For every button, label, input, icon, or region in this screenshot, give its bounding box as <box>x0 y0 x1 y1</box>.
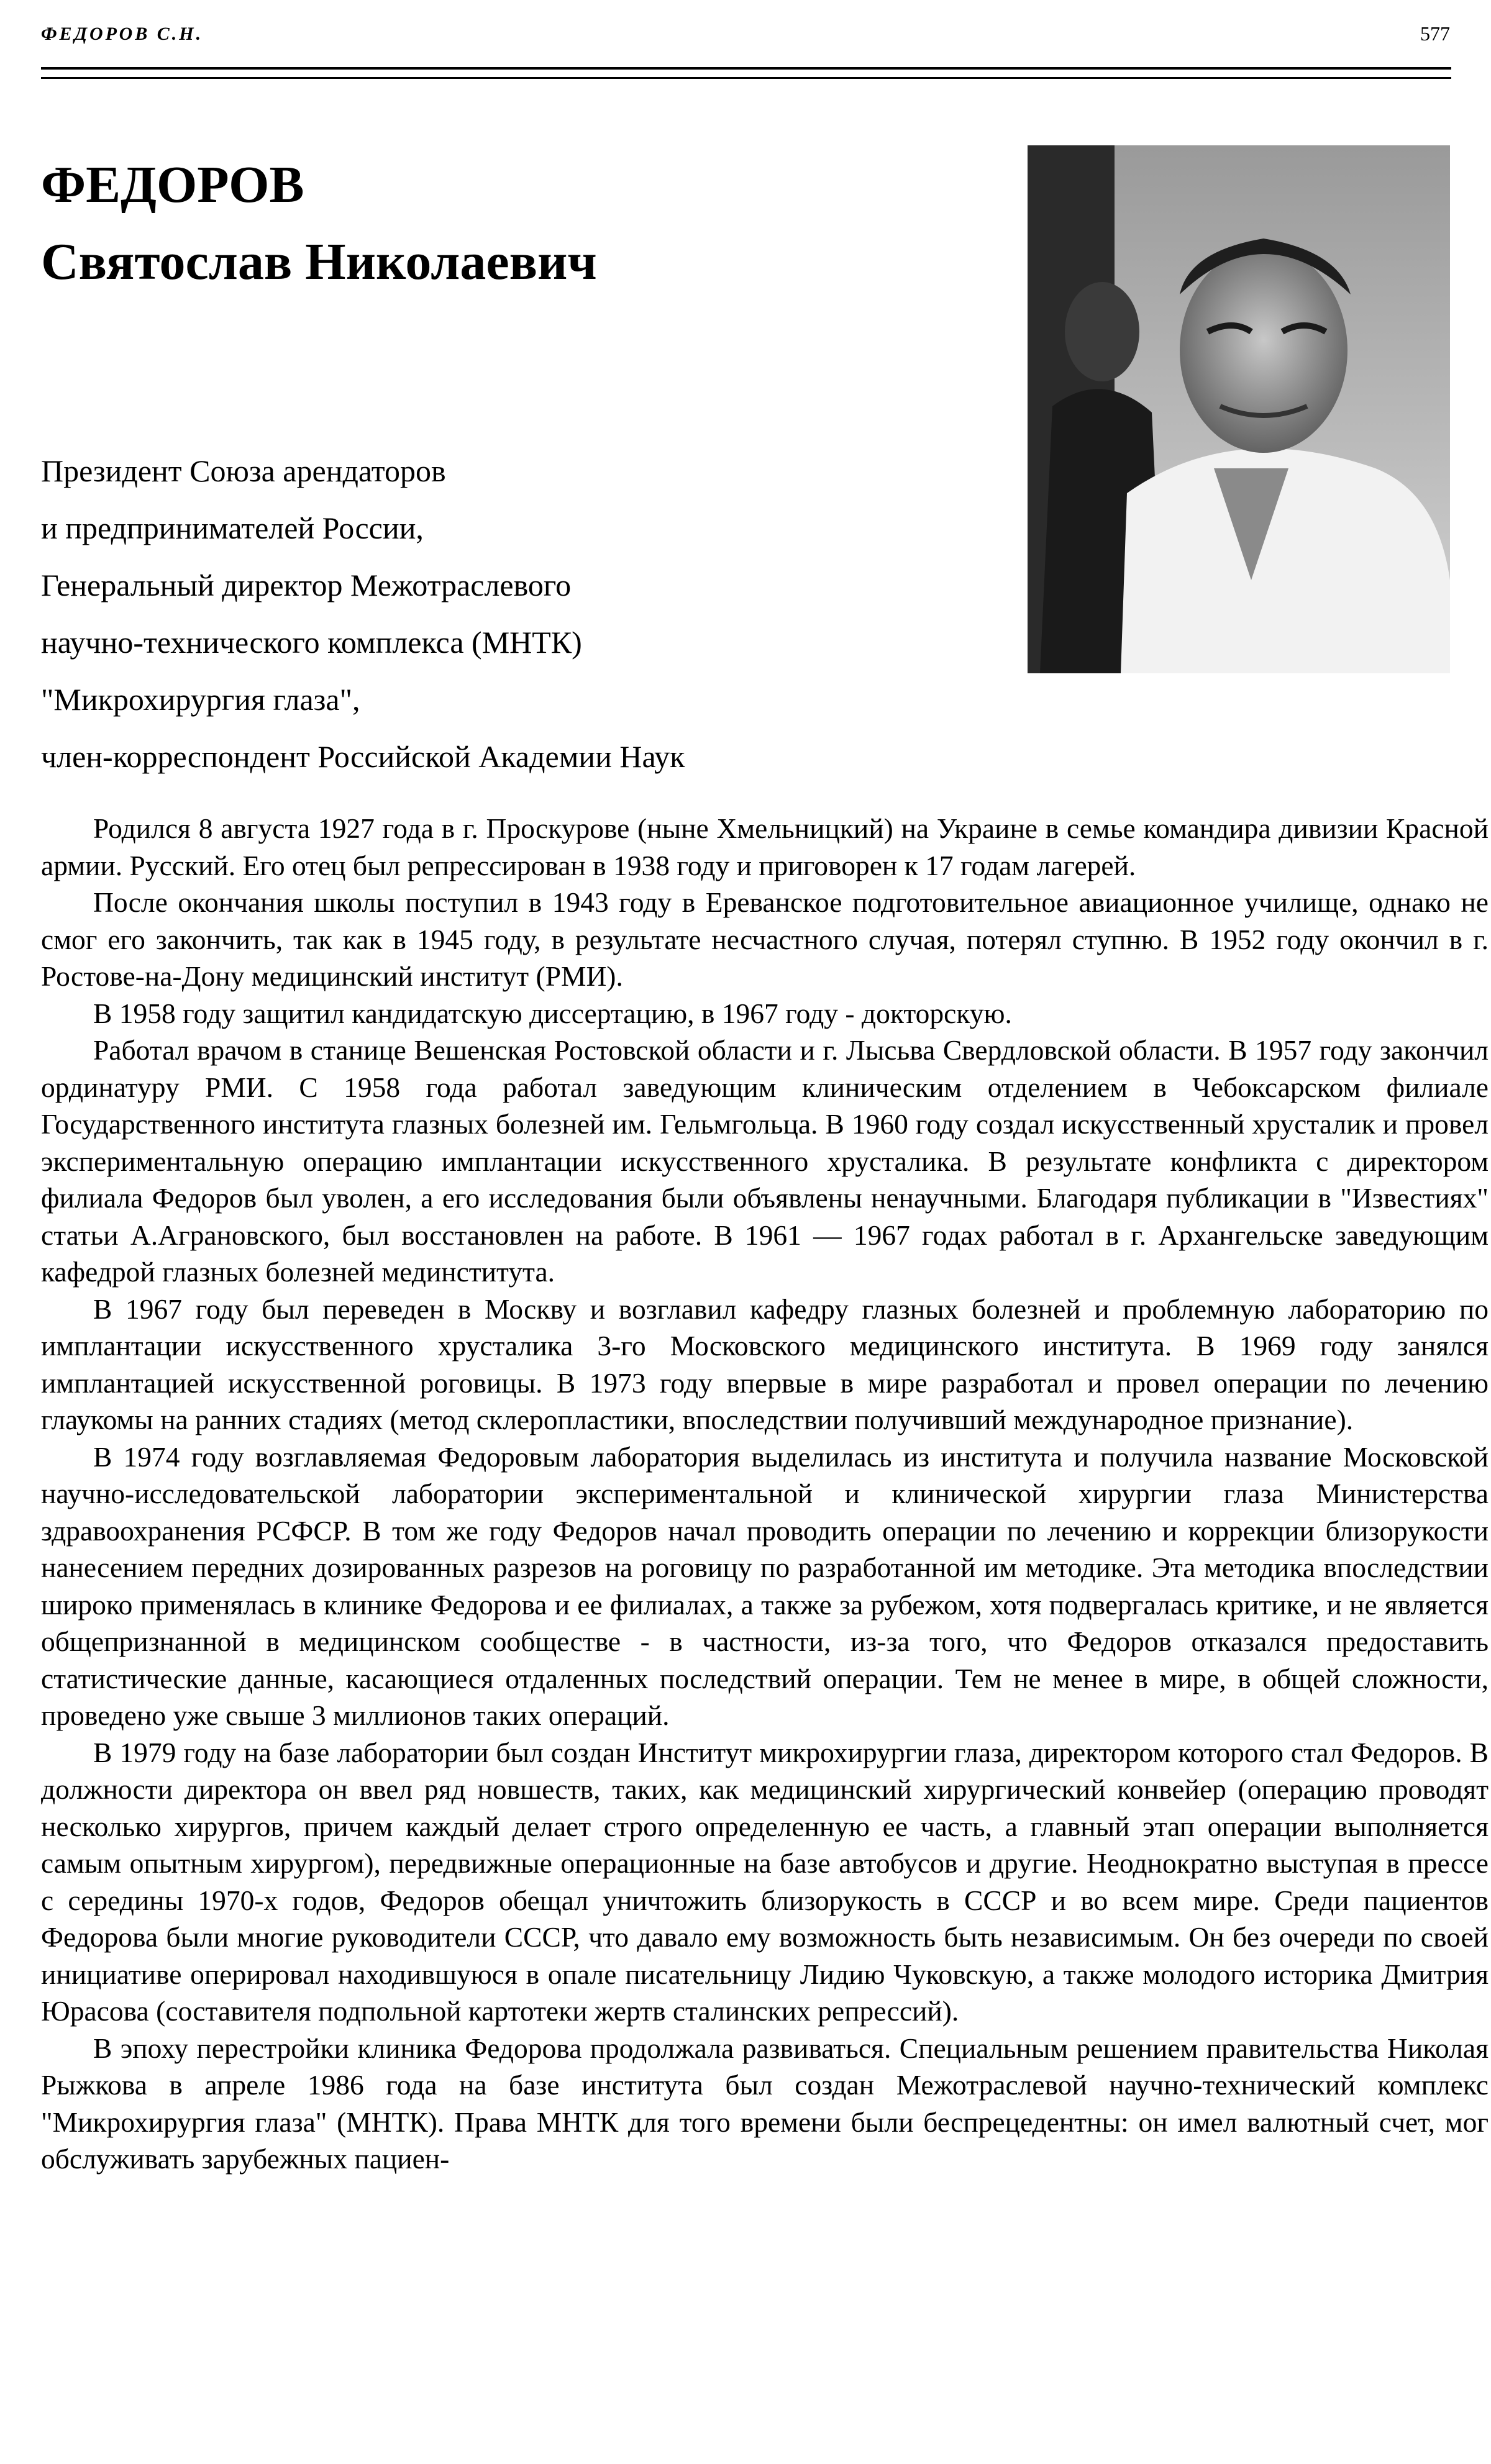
paragraph: В 1979 году на базе лаборатории был создан Институт микрохирургии глаза, директором которого стал Федоров. В должности директора он ввел ряд новшеств, таких, как медицинский хирургический конвейер (операцию проводят несколько хирургов, причем каждый делает строго определенную ее часть, а главный этап операции выполняется самым опытным хирургом), передвижные операционные на базе автобусов и другие. Неоднократно выступая в прессе с середины 1970-х годов, Федоров обещал уничтожить близорукость в СССР и во всем мире. Среди пациентов Федорова были многие руководители СССР, что давало ему возможность быть независимым. Он без очереди по своей инициативе оперировал находившуюся в опале писательницу Лидию Чуковскую, а также молодого историка Дмитрия Юрасова (составителя подпольной картотеки жертв сталинских репрессий). <box>41 1736 1489 2027</box>
paragraph: Работал врачом в станице Вешенская Ростовской области и г. Лысьва Свердловской области. В 1957 году закончил ординатуру РМИ. С 1958 года работал заведующим клиническим отделением в Чебоксарском филиале Государственного института глазных болезней им. Гельмгольца. В 1960 году создал искусственный хрусталик и провел экспериментальную операцию имплантации искусственного хрусталика. В результате конфликта с директором филиала Федоров был уволен, а его исследования были объявлены ненаучными. Благодаря публикации в "Известиях" статьи А.Аграновского, был восстановлен на работе. В 1961 — 1967 годах работал в г. Архангельске заведующим кафедрой глазных болезней мединститута. <box>41 1034 1489 1288</box>
paragraph: В эпоху перестройки клиника Федорова продолжала развиваться. Специальным решением правительства Николая Рыжкова в апреле 1986 года на базе института был создан Межотраслевой научно-технический комплекс "Микрохирургия глаза" (МНТК). Права МНТК для того времени были беспрецедентны: он имел валютный счет, мог обслуживать зарубежных пациен- <box>41 2032 1489 2175</box>
title-line: Генеральный директор Межотраслевого <box>41 568 572 602</box>
paragraph: В 1958 году защитил кандидатскую диссертацию, в 1967 году - докторскую. <box>93 997 1012 1029</box>
person-surname: ФЕДОРОВ <box>41 156 304 214</box>
page-number: 577 <box>1420 22 1450 45</box>
title-line: научно-технического комплекса (МНТК) <box>41 625 582 660</box>
paragraph: Родился 8 августа 1927 года в г. Проскурове (ныне Хмельницкий) на Украине в семье командира дивизии Красной армии. Русский. Его отец был репрессирован в 1938 году и приговорен к 17 годам лагерей. <box>41 812 1489 881</box>
person-titles <box>41 442 973 785</box>
portrait-photo <box>1028 145 1450 673</box>
biography-text <box>41 810 1489 2178</box>
header-rule-top <box>41 67 1451 70</box>
title-line: "Микрохирургия глаза", <box>41 682 360 717</box>
person-name: Святослав Николаевич <box>41 233 597 291</box>
title-line: Президент Союза арендаторов <box>41 453 446 488</box>
portrait-illustration <box>1028 145 1450 673</box>
title-line: член-корреспондент Российской Академии Наук <box>41 739 685 774</box>
paragraph: После окончания школы поступил в 1943 году в Ереванское подготовительное авиационное училище, однако не смог его закончить, так как в 1945 году, в результате несчастного случая, потерял ступню. В 1952 году окончил в г. Ростове-на-Дону медицинский институт (РМИ). <box>41 886 1489 992</box>
paragraph: В 1967 году был переведен в Москву и возглавил кафедру глазных болезней и проблемную лабораторию по имплантации искусственного хрусталика 3-го Московского медицинского института. В 1969 году занялся имплантацией искусственной роговицы. В 1973 году впервые в мире разработал и провел операции по лечению глаукомы на ранних стадиях (метод склеропластики, впоследствии получивший международное признание). <box>41 1293 1489 1435</box>
header-rule-bottom <box>41 77 1451 79</box>
title-line: и предпринимателей России, <box>41 511 424 545</box>
paragraph: В 1974 году возглавляемая Федоровым лаборатория выделилась из института и получила название Московской научно-исследовательской лаборатории экспериментальной и клинической хирургии глаза Министерства здравоохранения РСФСР. В том же году Федоров начал проводить операции по лечению и коррекции близорукости нанесением передних дозированных разрезов на роговицу по разработанной им методике. Эта методика впоследствии широко применялась в клинике Федорова и ее филиалах, а также за рубежом, хотя подвергалась критике, и не является общепризнанной в медицинском сообществе - в частности, из-за того, что Федоров отказался предоставить статистические данные, касающиеся отдаленных последствий операции. Тем не менее в мире, в общей сложности, проведено уже свыше 3 миллионов таких операций. <box>41 1440 1489 1731</box>
running-title: ФЕДОРОВ С.Н. <box>41 24 204 44</box>
